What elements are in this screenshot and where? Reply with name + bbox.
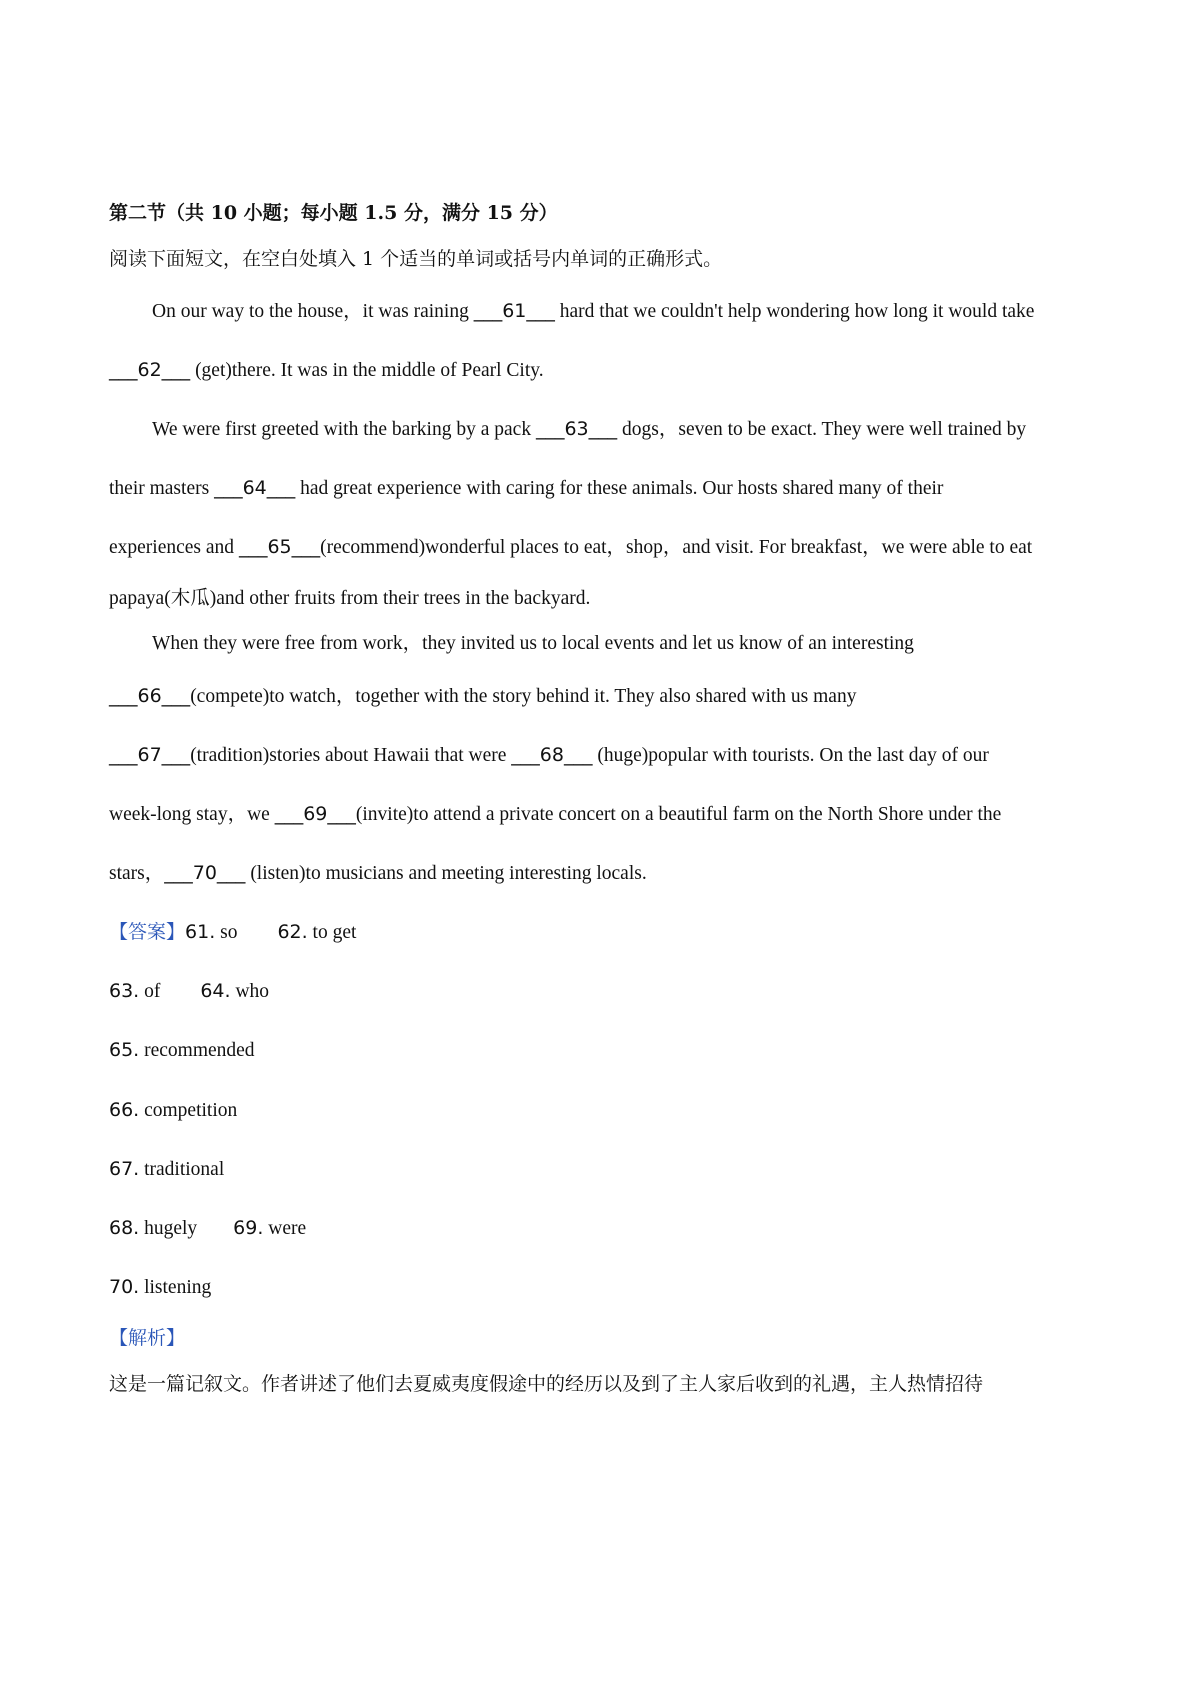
blank-69: ___69___ [274,803,356,825]
answer-line: 66. competition [109,1099,238,1121]
blank-68: ___68___ [511,744,593,766]
section-instruction: 阅读下面短文，在空白处填入 1 个适当的单词或括号内单词的正确形式。 [109,248,723,270]
passage-line: ___62___ (get)there. It was in the middle of Pearl City. [109,359,544,381]
blank-65: ___65___ [238,536,321,558]
passage-line: When they were free from work，they invited us to local events and let us know of an interesting [152,633,914,654]
answer-line: 67. traditional [109,1158,225,1180]
blank-66: ___66___ [109,685,191,707]
passage-line: their masters ___64___ had great experience with caring for these animals. Our hosts shared many of their [109,477,944,499]
answer-tag: 【答案】 [109,921,186,943]
blank-62: ___62___ [109,359,191,381]
answer-line: 70. listening [109,1276,212,1298]
passage-line: week-long stay，we ___69___(invite)to attend a private concert on a beautiful farm on the North Shore under the [109,803,1002,825]
blank-61: ___61___ [473,300,555,322]
answer-line: 65. recommended [109,1039,255,1061]
passage-line: ___67___(tradition)stories about Hawaii that were ___68___ (huge)popular with tourists. On the last day of our [109,744,989,766]
passage-line: papaya(木瓜)and other fruits from their trees in the backyard. [109,588,591,609]
analysis-tag: 【解析】 [109,1327,186,1349]
analysis-heading [109,1325,185,1352]
blank-67: ___67___ [109,744,191,766]
passage-line: On our way to the house，it was raining ___61___ hard that we couldn't help wondering how long it would take [152,300,1035,322]
blank-64: ___64___ [214,477,296,499]
answer-line: 63. of 64. who [109,980,270,1002]
analysis-text: 这是一篇记叙文。作者讲述了他们去夏威夷度假途中的经历以及到了主人家后收到的礼遇，主人热情招待 [109,1373,984,1395]
blank-70: ___70___ [164,862,246,884]
passage-line: stars，___70___ (listen)to musicians and meeting interesting locals. [109,862,647,884]
answer-line: 68. hugely 69. were [109,1217,307,1239]
passage-line: experiences and ___65___(recommend)wonderful places to eat，shop，and visit. For breakfast，we were able to eat [109,536,1033,558]
passage-line: We were first greeted with the barking by a pack ___63___ dogs，seven to be exact. They were well trained by [152,418,1027,440]
passage-line: ___66___(compete)to watch，together with the story behind it. They also shared with us many [109,685,857,707]
blank-63: ___63___ [535,418,618,440]
answer-line: 【答案】61. so 62. to get [109,921,357,943]
section-heading: 第二节（共 10 小题；每小题 1.5 分，满分 15 分） [109,202,558,224]
